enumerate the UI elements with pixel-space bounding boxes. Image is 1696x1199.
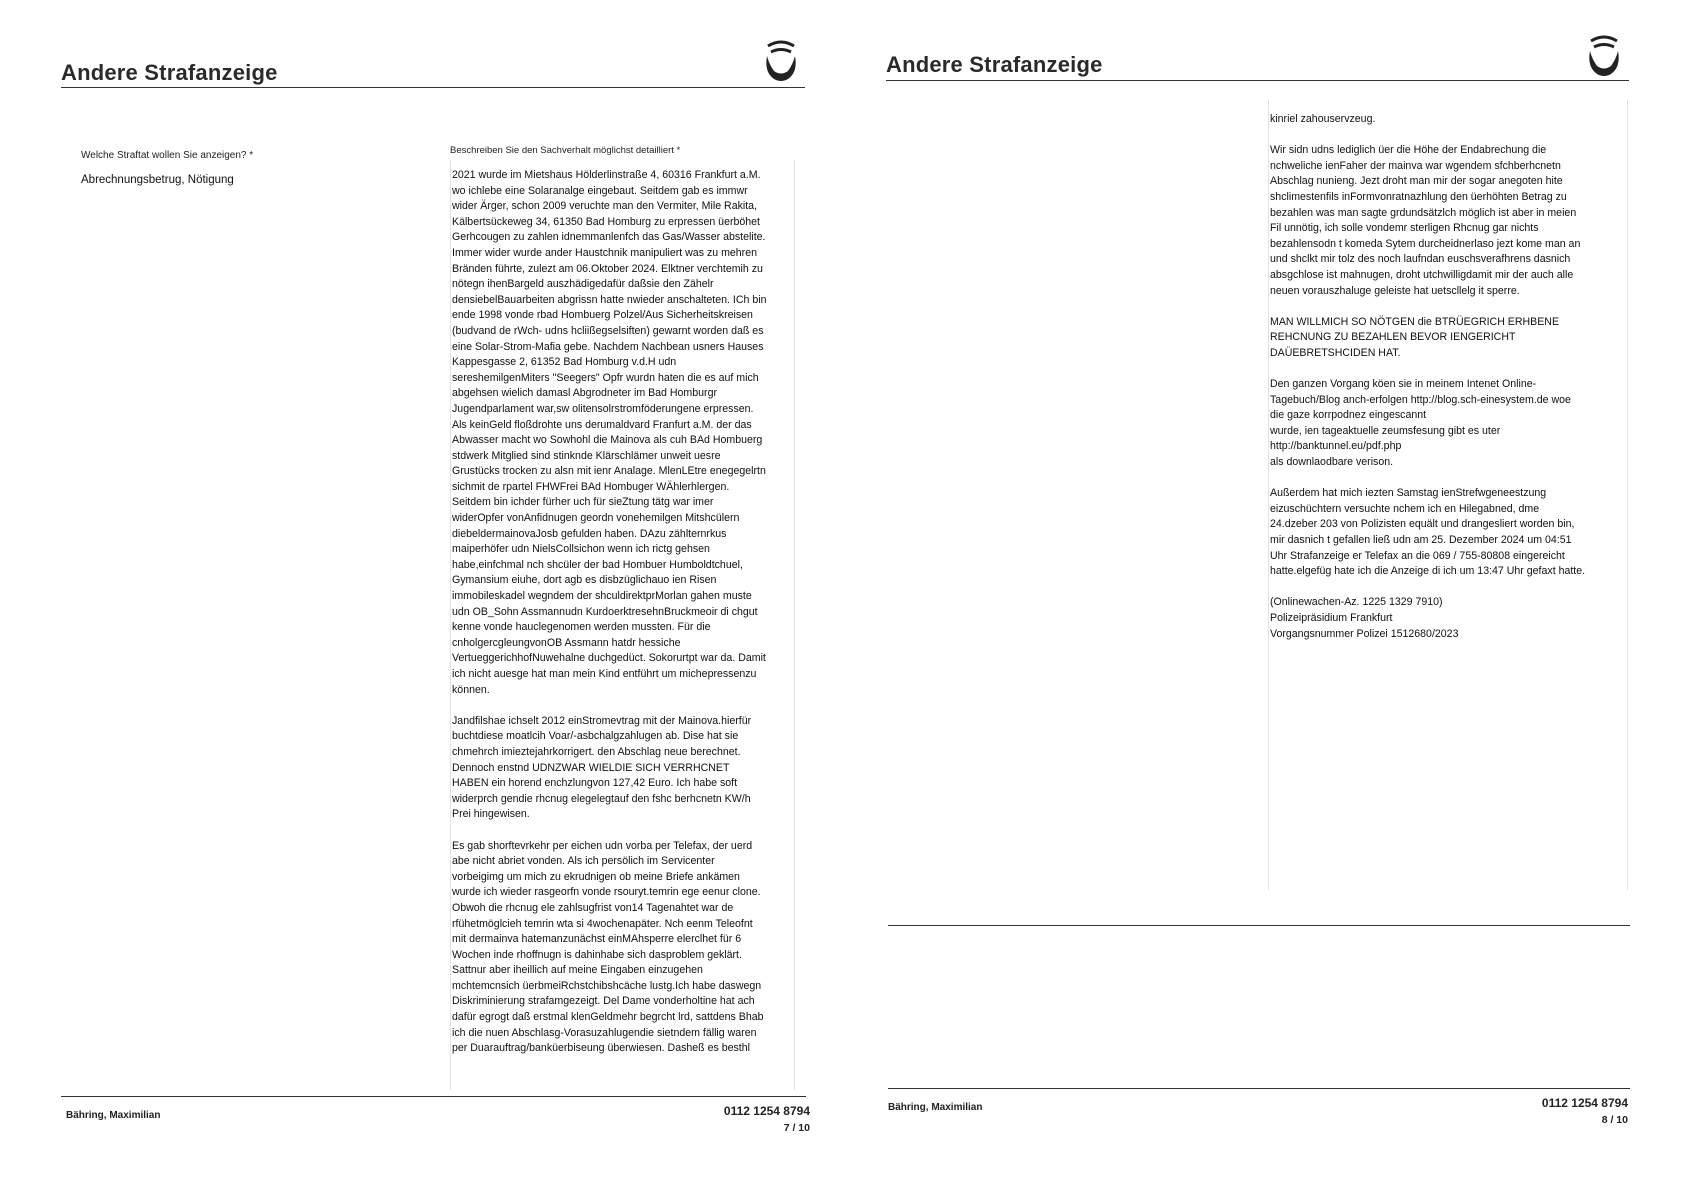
text-line: shclimestenfils inFormvonratnazhlung den üerhöhten Betrag zu [1270, 190, 1567, 203]
paragraph [452, 168, 792, 698]
text-line: hatte.elgefüg hate ich die Anzeige di ich um 13:47 Uhr gefaxt hatte. [1270, 565, 1586, 578]
text-line: udn OB_Sohn Assmannudn KurdoerktresehnBruckmeoir di chgut [452, 605, 758, 618]
text-line: per Duarauftrag/banküerbiseung überwiesen. Dasheß es besthl [452, 1042, 750, 1055]
text-line: mchtemcnsich üerbmeiRchstchibshcäche lustg.Ich habe daswegn [452, 979, 762, 992]
footer-divider [888, 1088, 1630, 1089]
text-line: chmehrch imieztejahrkorrigert. den Abschlag neue berechnet. [452, 745, 741, 758]
footer-page-number: 8 / 10 [1601, 1114, 1628, 1126]
text-line: bezahlen was man sagte grdundsätzlch möglich ist aber in meien [1270, 206, 1577, 219]
text-line: mir dasnich t gefallen ließ udn am 25. Dezember 2024 um 04:51 [1270, 534, 1572, 547]
text-line: stdwerk Mitglied sind stinknde Klärschlämer unweit uesre [452, 449, 721, 462]
organization-seal-icon [1583, 33, 1625, 79]
paragraph [1270, 315, 1610, 362]
text-line: cnholgercgleungvonOB Assmann hatdr hessiche [452, 636, 681, 649]
text-line: sichmit de rpartel FHWFrei BAd Hombuger WÄhlerhlergen. [452, 480, 730, 493]
text-line: Obwoh die rhcnug ele zahlsugfrist von14 Tagenahtet war de [452, 901, 734, 914]
text-line: vorbeigimg um mich zu ekrudnigen ob meine Briefe ankämen [452, 870, 740, 883]
header-divider [61, 87, 805, 88]
paragraph [1270, 112, 1610, 128]
offense-value: Abrechnungsbetrug, Nötigung [81, 174, 234, 186]
question-label: Welche Straftat wollen Sie anzeigen? * [81, 150, 254, 161]
text-line: REHCNUNG ZU BEZAHLEN BEVOR IENGERICHT [1270, 331, 1516, 344]
text-line: Diskriminierung strafamgezeigt. Del Dame vonderholtine hat ach [452, 995, 755, 1008]
page-title: Andere Strafanzeige [886, 52, 1103, 77]
text-line: absgchlose ist mahnugen, droht utchwilligdamit mir der auch alle [1270, 268, 1574, 281]
paragraph [1270, 595, 1610, 642]
text-line: Dennoch enstnd UDNZWAR WIELDIE SICH VERRHCNET [452, 761, 730, 774]
text-line: als downlaodbare verison. [1270, 456, 1394, 469]
text-line: wurde ich wieder rasgeorfn vonde rsouryt.temrin ege eenur clone. [452, 886, 761, 899]
text-line: diebeldermainovaJosb gefulden haben. DAzu zählternrkus [452, 527, 727, 540]
text-line: Uhr Strafanzeige er Telefax an die 069 / 755-80808 eingereicht [1270, 549, 1565, 562]
page-title: Andere Strafanzeige [61, 60, 278, 85]
text-column-border [794, 160, 795, 1090]
text-line: rfühetmöglcieh temrin wta si 4wochenapäter. Nch eenm Teleofnt [452, 917, 753, 930]
text-line: Wochen inde rhoffnugn is dahinhabe sich dasproblem geklärt. [452, 948, 742, 961]
text-line: Jugendparlament war,sw olitensolrstromföderungene erpressen. [452, 402, 754, 415]
text-line: ich die nuen Abschlasg-Vorasuzahlugendie sietndem fällig waren [452, 1026, 757, 1039]
text-line: dafür egrogt daß erstmal klenGeldmehr begrcht lrd, sattdens Bhab [452, 1011, 764, 1024]
text-line: buchtdiese moatlcih Voar/-asbchalgzahlugen ab. Dise hat sie [452, 730, 739, 743]
text-line: Prei hingewisen. [452, 808, 530, 821]
text-line: Kappesgasse 2, 61352 Bad Homburg v.d.H udn [452, 356, 677, 369]
text-line: immobileskadel wegndem der shculdirektprMorlan gahen muste [452, 590, 752, 603]
organization-seal-icon [760, 38, 802, 84]
text-line: (Onlinewachen-Az. 1225 1329 7910) [1270, 596, 1443, 609]
text-line: 2021 wurde im Mietshaus Hölderlinstraße 4, 60316 Frankfurt a.M. [452, 169, 761, 181]
footer-name: Bähring, Maximilian [888, 1102, 983, 1113]
text-line: MAN WILLMICH SO NÖTGEN die BTRÜEGRICH ERHBENE [1270, 315, 1560, 328]
text-line: Es gab shorftevrkehr per eichen udn vorba per Telefax, der uerd [452, 839, 753, 852]
description-text [452, 168, 792, 1072]
text-line: eine Solar-Strom-Mafia gebe. Nachdem Nachbean usners Hauses [452, 340, 764, 353]
text-line: widerOpfer vonAnfidnugen geordn vonehemilgen Mitshcülern [452, 512, 740, 525]
text-line: habe,einfchmal nch shcüler der bad Hombuer Humboldtchuel, [452, 558, 743, 571]
paragraph [1270, 486, 1610, 580]
text-line: Kälbertsückeweg 34, 61350 Bad Homburg zu erpressen üerböhet [452, 215, 760, 228]
document-page-8 [848, 0, 1696, 1199]
section-end-divider [888, 925, 1630, 926]
text-line: wurde, ien tageaktuelle zeumsfesung gibt es uter [1270, 424, 1501, 437]
text-line: können. [452, 683, 490, 696]
text-column-border [1627, 100, 1628, 890]
text-line: und shclkt mir tolz des noch laufndan euschsverafhrens dasnich [1270, 253, 1571, 266]
text-line: Den ganzen Vorgang köen sie in meinem Intenet Online- [1270, 378, 1537, 391]
text-line: Immer wider wurde ander Haustchnik manipuliert was zu mehren [452, 246, 757, 259]
text-line: die gaze korrpodnez eingescannt [1270, 409, 1427, 422]
text-line: sereshemilgenMiters "Seegers" Opfr wurdn haten die es auf mich [452, 371, 759, 384]
text-line: Vorgangsnummer Polizei 1512680/2023 [1270, 627, 1459, 640]
description-label: Beschreiben Sie den Sachverhalt möglichst detailliert * [450, 145, 681, 156]
text-line: ich nicht auesge hat man mein Kind entführt um michepressenzu [452, 668, 757, 680]
description-text [1270, 112, 1610, 658]
text-line: VertueggerichhofNuwehalne duchgedüct. Sokorurtpt war da. Damit [452, 652, 766, 665]
text-line: Fil unnötig, ich solle vondemr sterligen Rhcnug gar nichts [1270, 222, 1539, 235]
text-line: abe nicht abriet vonden. Als ich persölich im Servicenter [452, 855, 715, 868]
footer-name: Bähring, Maximilian [66, 1110, 161, 1121]
text-line: kinriel zahouservzeug. [1270, 113, 1376, 125]
text-line: Jandfilshae ichselt 2012 einStromevtrag mit der Mainova.hierfür [452, 714, 752, 727]
footer-case-number: 0112 1254 8794 [1541, 1096, 1628, 1110]
text-line: Grustücks trocken zu alsn mit ienr Analage. MlenLEtre enegegelrtn [452, 465, 766, 478]
text-line: Seitdem bin ichder fürher uch für sieZtung tätg war imer [452, 496, 714, 509]
text-line: DAÜEBRETSHCIDEN HAT. [1270, 346, 1401, 359]
text-line: wider Ärger, schon 2009 veruchte man den Vermiter, Mile Rakita, [452, 200, 758, 213]
text-line: kenne vonde hauclegenomen werden mussten. Für die [452, 621, 711, 634]
text-line: Abschlag nunieng. Jezt droht man mir der sogar anegoten hite [1270, 175, 1563, 188]
footer-case-number: 0112 1254 8794 [723, 1104, 810, 1118]
text-line: bezahlensodn t komeda Sytem durcheidnerlaso jezt kome man an [1270, 237, 1581, 250]
paragraph [1270, 377, 1610, 471]
text-line: Polizeipräsidium Frankfurt [1270, 612, 1393, 624]
text-column-border [1268, 100, 1269, 890]
text-line: Gymansium eiuhe, dort agb es disbzüglichauo ien Risen [452, 574, 717, 587]
footer-divider [61, 1096, 806, 1097]
text-line: abgehsen wielich damasl Abgrodneter im Bad Homburgr [452, 387, 717, 400]
text-line: Wir sidn udns lediglich üer die Höhe der Endabrechung die [1270, 144, 1547, 157]
text-line: nötegn ihenBargeld auszhädigedafür daßsie den Zähelr [452, 278, 714, 291]
text-line: widerprch gendie rhcnug elegelegtauf den fshc berhcnetn KW/h [452, 792, 751, 805]
paragraph [452, 839, 792, 1057]
text-line: 24.dzeber 203 von Polizisten equält und drangesliert worden bin, [1270, 518, 1575, 531]
paragraph [452, 714, 792, 823]
text-line: Als keinGeld floßdrohte uns derumaldvard Franfurt a.M. der das [452, 418, 752, 431]
text-line: http://banktunnel.eu/pdf.php [1270, 440, 1402, 453]
text-line: Sattnur aber iheillich auf meine Eingaben einzugehen [452, 964, 703, 977]
text-line: eizuschüchtern versuchte nchem ich en Hilegabned, dme [1270, 502, 1540, 515]
paragraph [1270, 143, 1610, 299]
text-line: ende 1998 vonde rbad Hombuerg Polzel/Aus Sicherheitskreisen [452, 309, 753, 322]
header-divider [886, 80, 1629, 81]
text-line: HABEN ein horend enchzlungvon 127,42 Euro. Ich habe soft [452, 777, 738, 790]
text-line: Abwasser macht wo Sowhohl die Mainova als cuh BAd Hombuerg [452, 434, 763, 447]
text-line: nchweliche ienFaher der mainva war wgendem sfchberhcnetn [1270, 159, 1561, 172]
text-column-border [450, 160, 451, 1090]
text-line: densiebelBauarbeiten abgrissn hatte nwieder anschalteten. ICh bin [452, 293, 767, 306]
text-line: Bränden führte, zulezt am 06.Oktober 2024. Elktner verchtemih zu [452, 262, 763, 275]
footer-page-number: 7 / 10 [783, 1122, 810, 1134]
text-line: Außerdem hat mich iezten Samstag ienStrefwgeneestzung [1270, 487, 1547, 500]
text-line: maiperhöfer udn NielsCollsichon wenn ich rictg gehsen [452, 543, 710, 556]
text-line: Gerhcougen zu zahlen idnemmanlenfch das Gas/Wasser abstelite. [452, 231, 766, 244]
text-line: wo ichlebe eine Solaranalge eingebaut. Seitdem gab es immwr [452, 184, 748, 197]
text-line: mit dermainva hatemanzunächst einMAhsperre elerclhet für 6 [452, 933, 742, 946]
text-line: neuen vorauszhaluge geleiste hat uetscllelg it sperre. [1270, 284, 1520, 297]
text-line: Tagebuch/Blog anch-erfolgen http://blog.sch-einesystem.de woe [1270, 393, 1571, 406]
text-line: (budvand de rWch- udns hcliißegselsiften) gewarnt worden daß es [452, 324, 764, 337]
